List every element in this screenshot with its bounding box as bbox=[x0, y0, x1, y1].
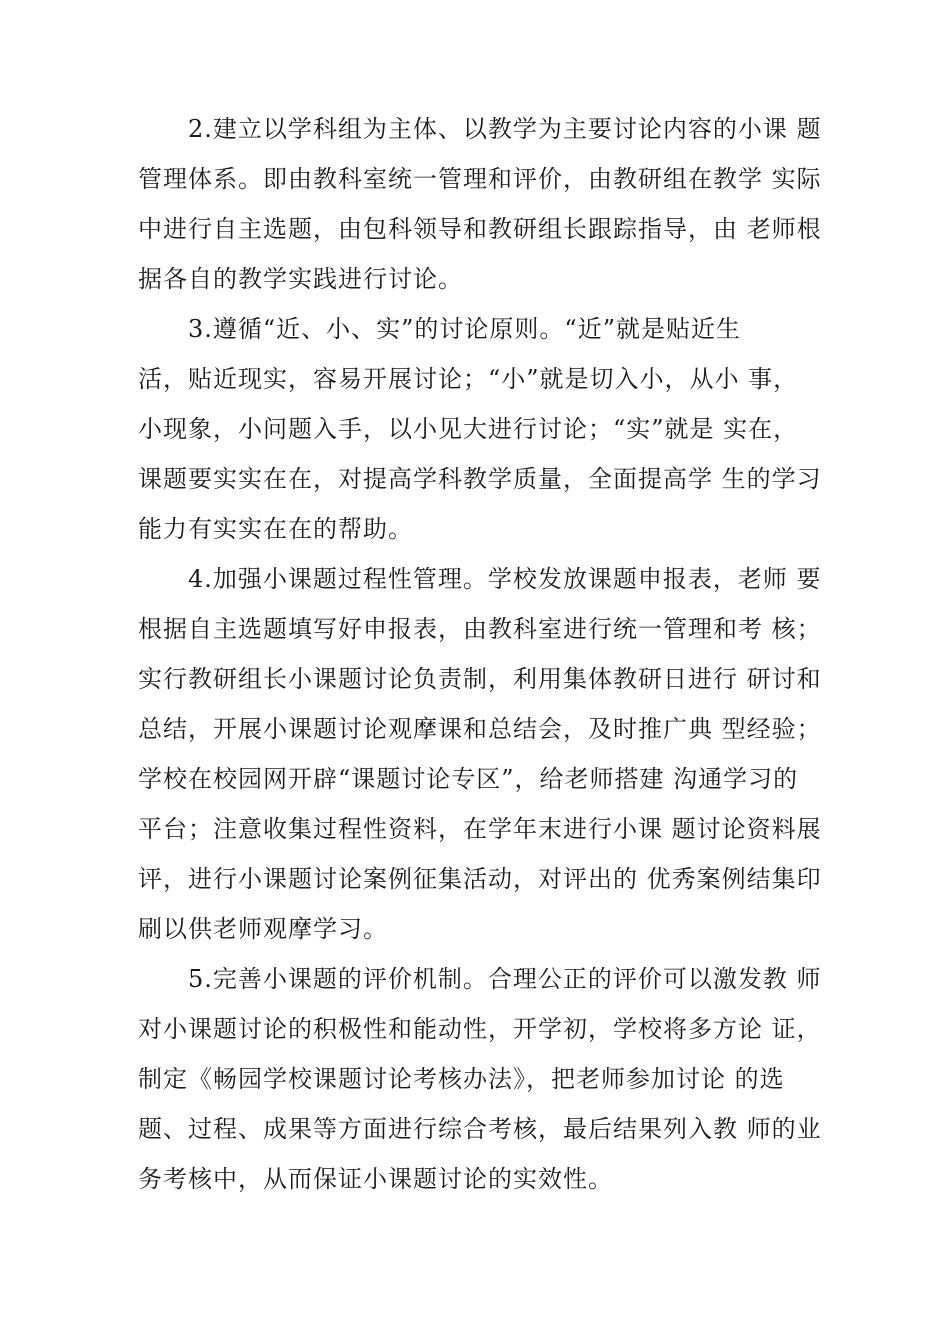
text-line: 题、过程、成果等方面进行综合考核，最后结果列入教 师的业 bbox=[138, 1115, 822, 1143]
text-line: 务考核中，从而保证小课题讨论的实效性。 bbox=[138, 1165, 613, 1193]
text-line: 5.完善小课题的评价机制。合理公正的评价可以激发教 师 bbox=[188, 965, 822, 993]
text-line: 实行教研组长小课题讨论负责制，利用集体教研日进行 研讨和 bbox=[138, 665, 822, 693]
text-line: 对小课题讨论的积极性和能动性，开学初，学校将多方论 证， bbox=[138, 1015, 822, 1043]
text-line: 3.遵循“近、小、实”的讨论原则。“近”就是贴近生 bbox=[188, 315, 741, 343]
paragraph-5 bbox=[138, 954, 838, 1204]
text-line: 制定《畅园学校课题讨论考核办法》，把老师参加讨论 的选 bbox=[138, 1065, 785, 1093]
text-line: 平台；注意收集过程性资料，在学年末进行小课 题讨论资料展 bbox=[138, 815, 822, 843]
paragraph-3 bbox=[138, 304, 838, 554]
text-line: 据各自的教学实践进行讨论。 bbox=[138, 265, 463, 293]
text-line: 评，进行小课题讨论案例征集活动，对评出的 优秀案例结集印 bbox=[138, 865, 822, 893]
text-line: 小现象，小问题入手，以小见大进行讨论；“实”就是 实在， bbox=[138, 415, 799, 443]
document-body bbox=[138, 104, 838, 1204]
paragraph-4 bbox=[138, 554, 838, 954]
text-line: 课题要实实在在，对提高学科教学质量，全面提高学 生的学习 bbox=[138, 465, 822, 493]
text-line: 2.建立以学科组为主体、以教学为主要讨论内容的小课 题 bbox=[188, 115, 822, 143]
text-line: 根据自主选题填写好申报表，由教科室进行统一管理和考 核； bbox=[138, 615, 822, 643]
text-line: 能力有实实在在的帮助。 bbox=[138, 515, 413, 543]
text-line: 学校在校园网开辟“课题讨论专区”，给老师搭建 沟通学习的 bbox=[138, 765, 799, 793]
paragraph-2 bbox=[138, 104, 838, 304]
text-line: 刷以供老师观摩学习。 bbox=[138, 915, 388, 943]
text-line: 总结，开展小课题讨论观摩课和总结会，及时推广典 型经验； bbox=[138, 715, 822, 743]
text-line: 4.加强小课题过程性管理。学校发放课题申报表，老师 要 bbox=[188, 565, 822, 593]
text-line: 管理体系。即由教科室统一管理和评价，由教研组在教学 实际 bbox=[138, 165, 822, 193]
text-line: 中进行自主选题，由包科领导和教研组长跟踪指导，由 老师根 bbox=[138, 215, 822, 243]
text-line: 活，贴近现实，容易开展讨论；“小”就是切入小，从小 事， bbox=[138, 365, 799, 393]
